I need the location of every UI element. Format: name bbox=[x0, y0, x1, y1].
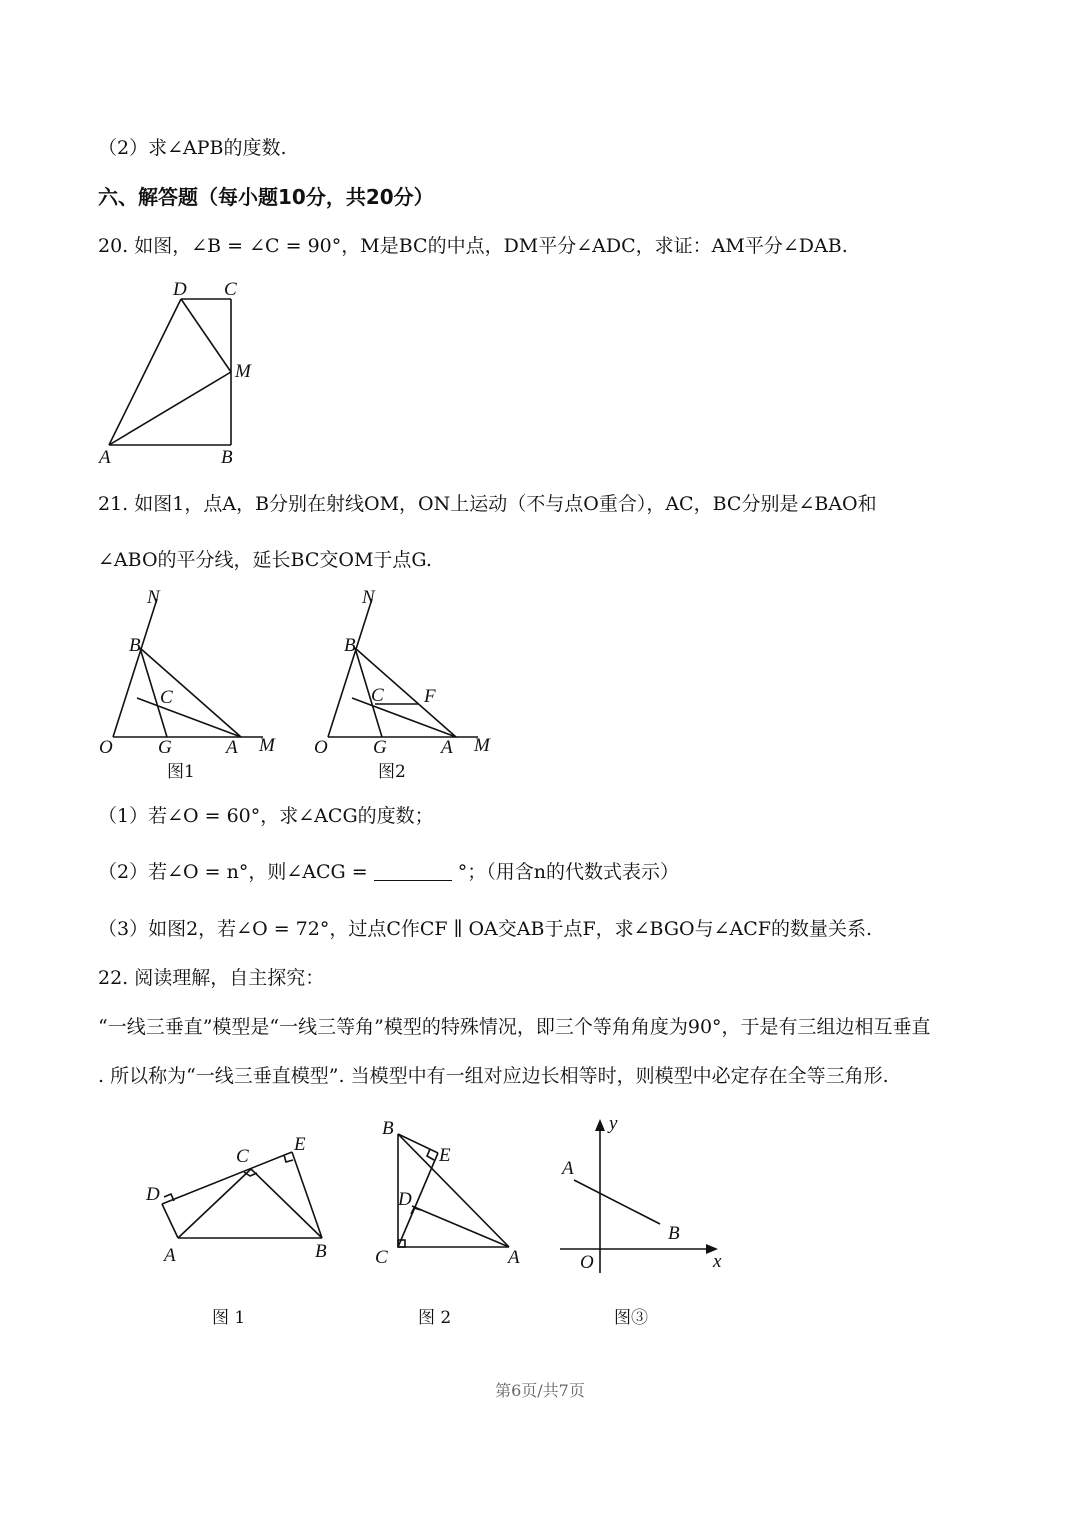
q21-f2-m: M bbox=[474, 735, 490, 756]
q22-f2-d: D bbox=[398, 1189, 412, 1210]
q21-part1: （1）若∠O = 60°，求∠ACG的度数； bbox=[98, 805, 434, 827]
q22-para2: . 所以称为“一线三垂直模型”. 当模型中有一组对应边长相等时，则模型中必定存在全等三角形. bbox=[98, 1065, 889, 1087]
q21-f1-o: O bbox=[99, 737, 113, 758]
q21-f1-n: N bbox=[147, 587, 160, 608]
q19-part2: （2）求∠APB的度数. bbox=[98, 137, 287, 159]
q21-figure-2 bbox=[310, 585, 510, 785]
q20-label-m: M bbox=[235, 361, 251, 382]
q21-f2-f: F bbox=[424, 686, 436, 707]
q21-f2-o: O bbox=[314, 737, 328, 758]
q21-f2-a: A bbox=[441, 737, 453, 758]
q21-f1-c: C bbox=[160, 687, 173, 708]
q22-f1-e: E bbox=[294, 1134, 306, 1155]
q22-f3-x: x bbox=[713, 1251, 722, 1272]
q20-label-d: D bbox=[173, 279, 187, 300]
q22-figure-1 bbox=[140, 1125, 350, 1335]
q21-f2-b: B bbox=[344, 635, 356, 656]
q22-f2-b: B bbox=[382, 1118, 394, 1139]
q22-f1-a: A bbox=[164, 1245, 176, 1266]
q21-f1-caption: 图1 bbox=[167, 762, 195, 782]
q22-f3-caption: 图③ bbox=[614, 1308, 648, 1328]
q22-f2-e: E bbox=[439, 1145, 451, 1166]
q22-f2-c: C bbox=[375, 1247, 388, 1268]
q21-f1-m: M bbox=[259, 735, 275, 756]
page-footer: 第6页/共7页 bbox=[495, 1381, 585, 1400]
q22-f2-a: A bbox=[508, 1247, 520, 1268]
q22-f1-caption: 图 1 bbox=[212, 1308, 246, 1328]
q21-f1-b: B bbox=[129, 635, 141, 656]
q21-figure-1 bbox=[95, 585, 295, 785]
q22-figure-2 bbox=[370, 1118, 540, 1333]
q20-label-c: C bbox=[224, 279, 237, 300]
q21-f1-a: A bbox=[226, 737, 238, 758]
q22-f3-a: A bbox=[562, 1158, 574, 1179]
q20-label-b: B bbox=[221, 447, 233, 468]
q21-f1-g: G bbox=[158, 737, 172, 758]
q22-f3-o: O bbox=[580, 1252, 594, 1273]
q22-f1-b: B bbox=[315, 1241, 327, 1262]
q21-f2-g: G bbox=[373, 737, 387, 758]
q22-f1-d: D bbox=[146, 1184, 160, 1205]
q22-figure-3 bbox=[550, 1113, 750, 1333]
q21-part2-suffix: °；（用含n的代数式表示） bbox=[457, 861, 679, 883]
q21-part2-prefix: （2）若∠O = n°，则∠ACG = bbox=[98, 861, 368, 883]
q22-f1-c: C bbox=[236, 1146, 249, 1167]
q21-part3: （3）如图2，若∠O = 72°，过点C作CF ∥ OA交AB于点F，求∠BGO与∠ACF的数量关系. bbox=[98, 918, 873, 940]
q22-f3-y: y bbox=[609, 1113, 618, 1134]
q21-f2-caption: 图2 bbox=[378, 762, 406, 782]
q22-title: 22. 阅读理解，自主探究： bbox=[98, 967, 325, 989]
q22-f2-caption: 图 2 bbox=[418, 1308, 452, 1328]
q21-part2 bbox=[98, 858, 679, 886]
q22-f3-b: B bbox=[668, 1223, 680, 1244]
q21-line1: 21. 如图1，点A，B分别在射线OM，ON上运动（不与点O重合），AC，BC分别是∠BAO和 bbox=[98, 493, 877, 515]
q21-f2-n: N bbox=[362, 587, 375, 608]
q20-label-a: A bbox=[99, 447, 111, 468]
q20-text: 20. 如图，∠B = ∠C = 90°，M是BC的中点，DM平分∠ADC，求证：AM平分∠DAB. bbox=[98, 235, 848, 257]
q22-para1: “一线三垂直”模型是“一线三等角”模型的特殊情况，即三个等角角度为90°，于是有三组边相互垂直 bbox=[98, 1016, 931, 1038]
q21-f2-c: C bbox=[371, 685, 384, 706]
q20-figure bbox=[95, 275, 275, 475]
q21-line2: ∠ABO的平分线，延长BC交OM于点G. bbox=[98, 549, 432, 571]
answer-blank bbox=[374, 860, 452, 881]
section-title: 六、解答题（每小题10分，共20分） bbox=[98, 185, 434, 209]
